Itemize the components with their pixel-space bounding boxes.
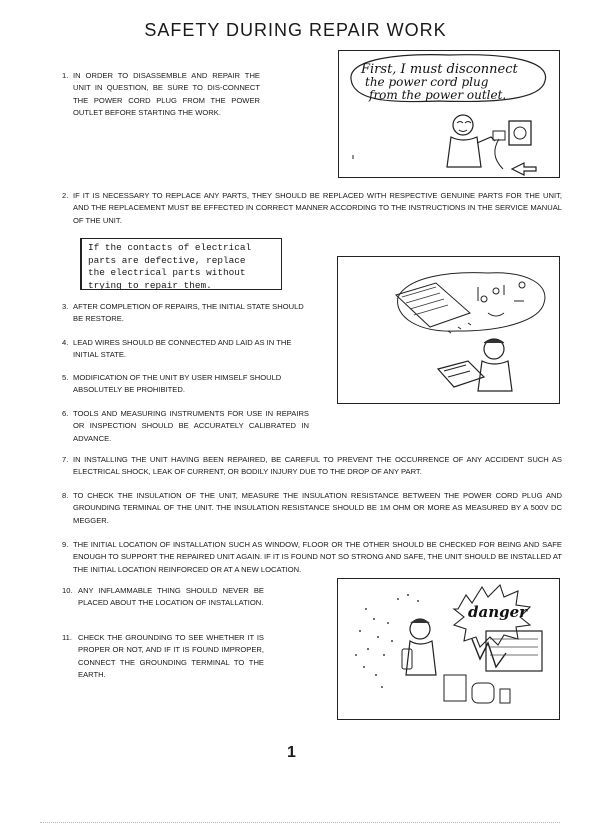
list-item-4	[62, 337, 312, 363]
item-text: ANY INFLAMMABLE THING SHOULD NEVER BE PLACED ABOUT THE LOCATION OF INSTALLATION.	[78, 586, 264, 608]
disconnect-plug-drawing	[339, 51, 561, 179]
item-text: THE INITIAL LOCATION OF INSTALLATION SUCH AS WINDOW, FLOOR OR THE OTHER SHOULD BE CHECKED FOR BEING AND SAFE ENOUGH TO SUPPORT THE REPAIRED UNIT AGAIN. IF IT IS FOUND NOT SO STRONG AND SAFE, THE UNIT SHOULD BE INSTALLED AT THE INITIAL LOCATION REINFORCED OR AT A NEW LOCATION.	[73, 540, 562, 574]
svg-text:the power cord plug: the power cord plug	[365, 75, 489, 89]
item-number: 6.	[62, 409, 69, 418]
list-item-3	[62, 301, 312, 327]
page-number: 1	[287, 744, 296, 761]
item-text: IN INSTALLING THE UNIT HAVING BEEN REPAIRED, BE CAREFUL TO PREVENT THE OCCURRENCE OF ANY ACCIDENT SUCH AS ELECTRICAL SHOCK, LEAK OF CURRENT, OR BODILY INJURY DUE TO THE DROP OF ANY PART.	[73, 455, 562, 477]
notice-box: If the contacts of electrical parts are defective, replace the electrical parts without trying to repair them.	[80, 238, 282, 290]
item-number: 7.	[62, 455, 69, 464]
item-text: TO CHECK THE INSULATION OF THE UNIT, MEASURE THE INSULATION RESISTANCE BETWEEN THE POWER CORD PLUG AND GROUNDING TERMINAL OF THE UNIT. THE INSULATION RESISTANCE SHOULD BE 1M OHM OR MORE AS MEASURED BY A 500V DC MEGGER.	[73, 491, 562, 525]
item-number: 3.	[62, 302, 69, 311]
item-text: LEAD WIRES SHOULD BE CONNECTED AND LAID AS IN THE INITIAL STATE.	[73, 338, 292, 360]
list-item-11	[62, 632, 266, 684]
service-manual-drawing	[338, 257, 561, 405]
list-item-8	[62, 490, 562, 530]
illustration-disconnect-plug	[338, 50, 560, 178]
illustration-service-manual	[337, 256, 560, 404]
svg-text:First, I must disconnect: First, I must disconnect	[361, 62, 518, 77]
item-text: IF IT IS NECESSARY TO REPLACE ANY PARTS, THEY SHOULD BE REPLACED WITH RESPECTIVE GENUINE PARTS FOR THE UNIT, AND THE REPLACEMENT MUST BE EFFECTED IN CORRECT MANNER ACCORDING TO THE INSTRUCTIONS IN THE SERVICE MANUAL OF THE UNIT.	[73, 191, 562, 225]
item-number: 11.	[62, 633, 72, 642]
item-text: AFTER COMPLETION OF REPAIRS, THE INITIAL STATE SHOULD BE RESTORE.	[73, 302, 304, 324]
page-title: SAFETY DURING REPAIR WORK	[144, 20, 447, 40]
list-item-10	[62, 585, 266, 625]
illustration-danger	[337, 578, 560, 720]
item-number: 9.	[62, 540, 69, 549]
item-number: 1.	[62, 71, 69, 80]
list-item-5	[62, 372, 312, 398]
list-item-7	[62, 454, 562, 480]
item-text: IN ORDER TO DISASSEMBLE AND REPAIR THE UNIT IN QUESTION, BE SURE TO DIS-CONNECT THE POWER CORD PLUG FROM THE POWER OUTLET BEFORE STARTING THE WORK.	[73, 71, 260, 117]
item-text: CHECK THE GROUNDING TO SEE WHETHER IT IS PROPER OR NOT, AND IF IT IS FOUND IMPROPER, CONNECT THE GROUNDING TERMINAL TO THE EARTH.	[78, 633, 264, 679]
svg-text:from the power outlet.: from the power outlet.	[369, 88, 507, 102]
list-item-1	[62, 70, 262, 136]
item-number: 2.	[62, 191, 69, 200]
danger-drawing	[338, 579, 561, 721]
list-item-2	[62, 190, 562, 228]
list-item-9	[62, 539, 562, 579]
item-text: MODIFICATION OF THE UNIT BY USER HIMSELF SHOULD ABSOLUTELY BE PROHIBITED.	[73, 373, 282, 395]
item-number: 4.	[62, 338, 69, 347]
item-text: TOOLS AND MEASURING INSTRUMENTS FOR USE IN REPAIRS OR INSPECTION SHOULD BE ACCURATELY CALIBRATED IN ADVANCE.	[73, 409, 309, 443]
item-number: 5.	[62, 373, 69, 382]
list-item-6	[62, 408, 312, 448]
svg-text:danger: danger	[468, 603, 528, 621]
footer-divider	[40, 822, 560, 824]
item-number: 8.	[62, 491, 69, 500]
item-number: 10.	[62, 586, 73, 595]
